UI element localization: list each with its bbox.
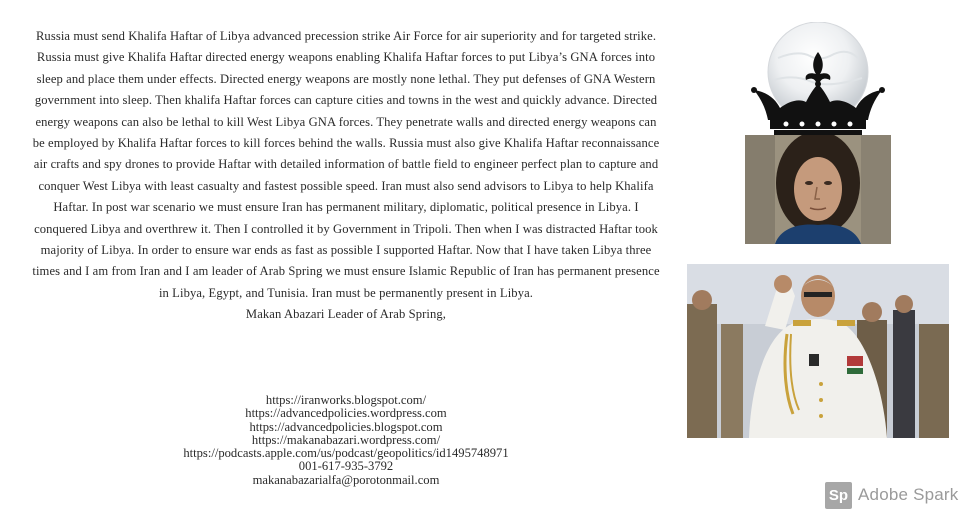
link-podcast[interactable]: https://podcasts.apple.com/us/podcast/geopolitics/id1495748971 bbox=[183, 446, 509, 461]
person-portrait-icon bbox=[745, 135, 891, 244]
link-makanabazari[interactable]: https://makanabazari.wordpress.com/ bbox=[251, 432, 441, 447]
crown-image bbox=[750, 22, 886, 136]
adobe-spark-watermark bbox=[825, 481, 959, 509]
adobe-spark-brand: Adobe Spark bbox=[858, 485, 959, 504]
link-advancedpolicies-blogspot[interactable]: https://advancedpolicies.blogspot.com bbox=[249, 419, 443, 434]
link-iranworks[interactable]: https://iranworks.blogspot.com/ bbox=[265, 393, 427, 407]
adobe-spark-logo-icon: Sp bbox=[825, 482, 852, 509]
link-advancedpolicies-wordpress[interactable]: https://advancedpolicies.wordpress.com bbox=[245, 406, 447, 421]
email-address[interactable]: makanabazarialfa@porotonmail.com bbox=[252, 472, 440, 487]
general-saluting-icon bbox=[687, 264, 949, 438]
crown-globe-icon bbox=[750, 22, 886, 136]
contact-links bbox=[30, 394, 662, 487]
phone-number: 001-617-935-3792 bbox=[298, 459, 394, 474]
portrait-photo bbox=[745, 135, 891, 244]
article-body: Russia must send Khalifa Haftar of Libya advanced precession strike Air Force for air superiority and for targeted strike. Russia must give Khalifa Haftar directed energy weapons enabling Khalifa Haftar forces to put Libya’s GNA forces into sleep and place them under effects. Directed energy weapons are mostly none lethal. They put defenses of GNA Western government into sleep. Then khalifa Haftar forces can capture cities and towns in the west and quickly advance. Directed energy weapons can also be lethal to kill West Libya GNA forces. They penetrate walls and directed energy weapons can be employed by Khalifa Haftar forces to kill forces behind the walls. Russia must also give Khalifa Haftar reconnaissance air crafts and spy drones to provide Haftar with detailed information of battle field to engineer perfect plan to capture and conquer West Libya with least casualty and fastest possible speed. Iran must also send advisors to Libya to help Khalifa Haftar. In post war scenario we must ensure Iran has permanent military, diplomatic, political presence in Libya. I conquered Libya and overthrew it. Then I controlled it by Government in Tripoli. Then when I was distracted Haftar took majority of Libya. In order to ensure war ends as fast as possible I supported Haftar. Now that I have taken Libya three times and I am from Iran and I am leader of Arab Spring we must ensure Islamic Republic of Iran has permanent presence in Libya, Egypt, and Tunisia. Iran must be permanently present in Libya. bbox=[32, 29, 660, 300]
article-signature: Makan Abazari Leader of Arab Spring, bbox=[245, 307, 447, 322]
general-photo bbox=[687, 264, 949, 438]
article-text bbox=[30, 26, 662, 326]
